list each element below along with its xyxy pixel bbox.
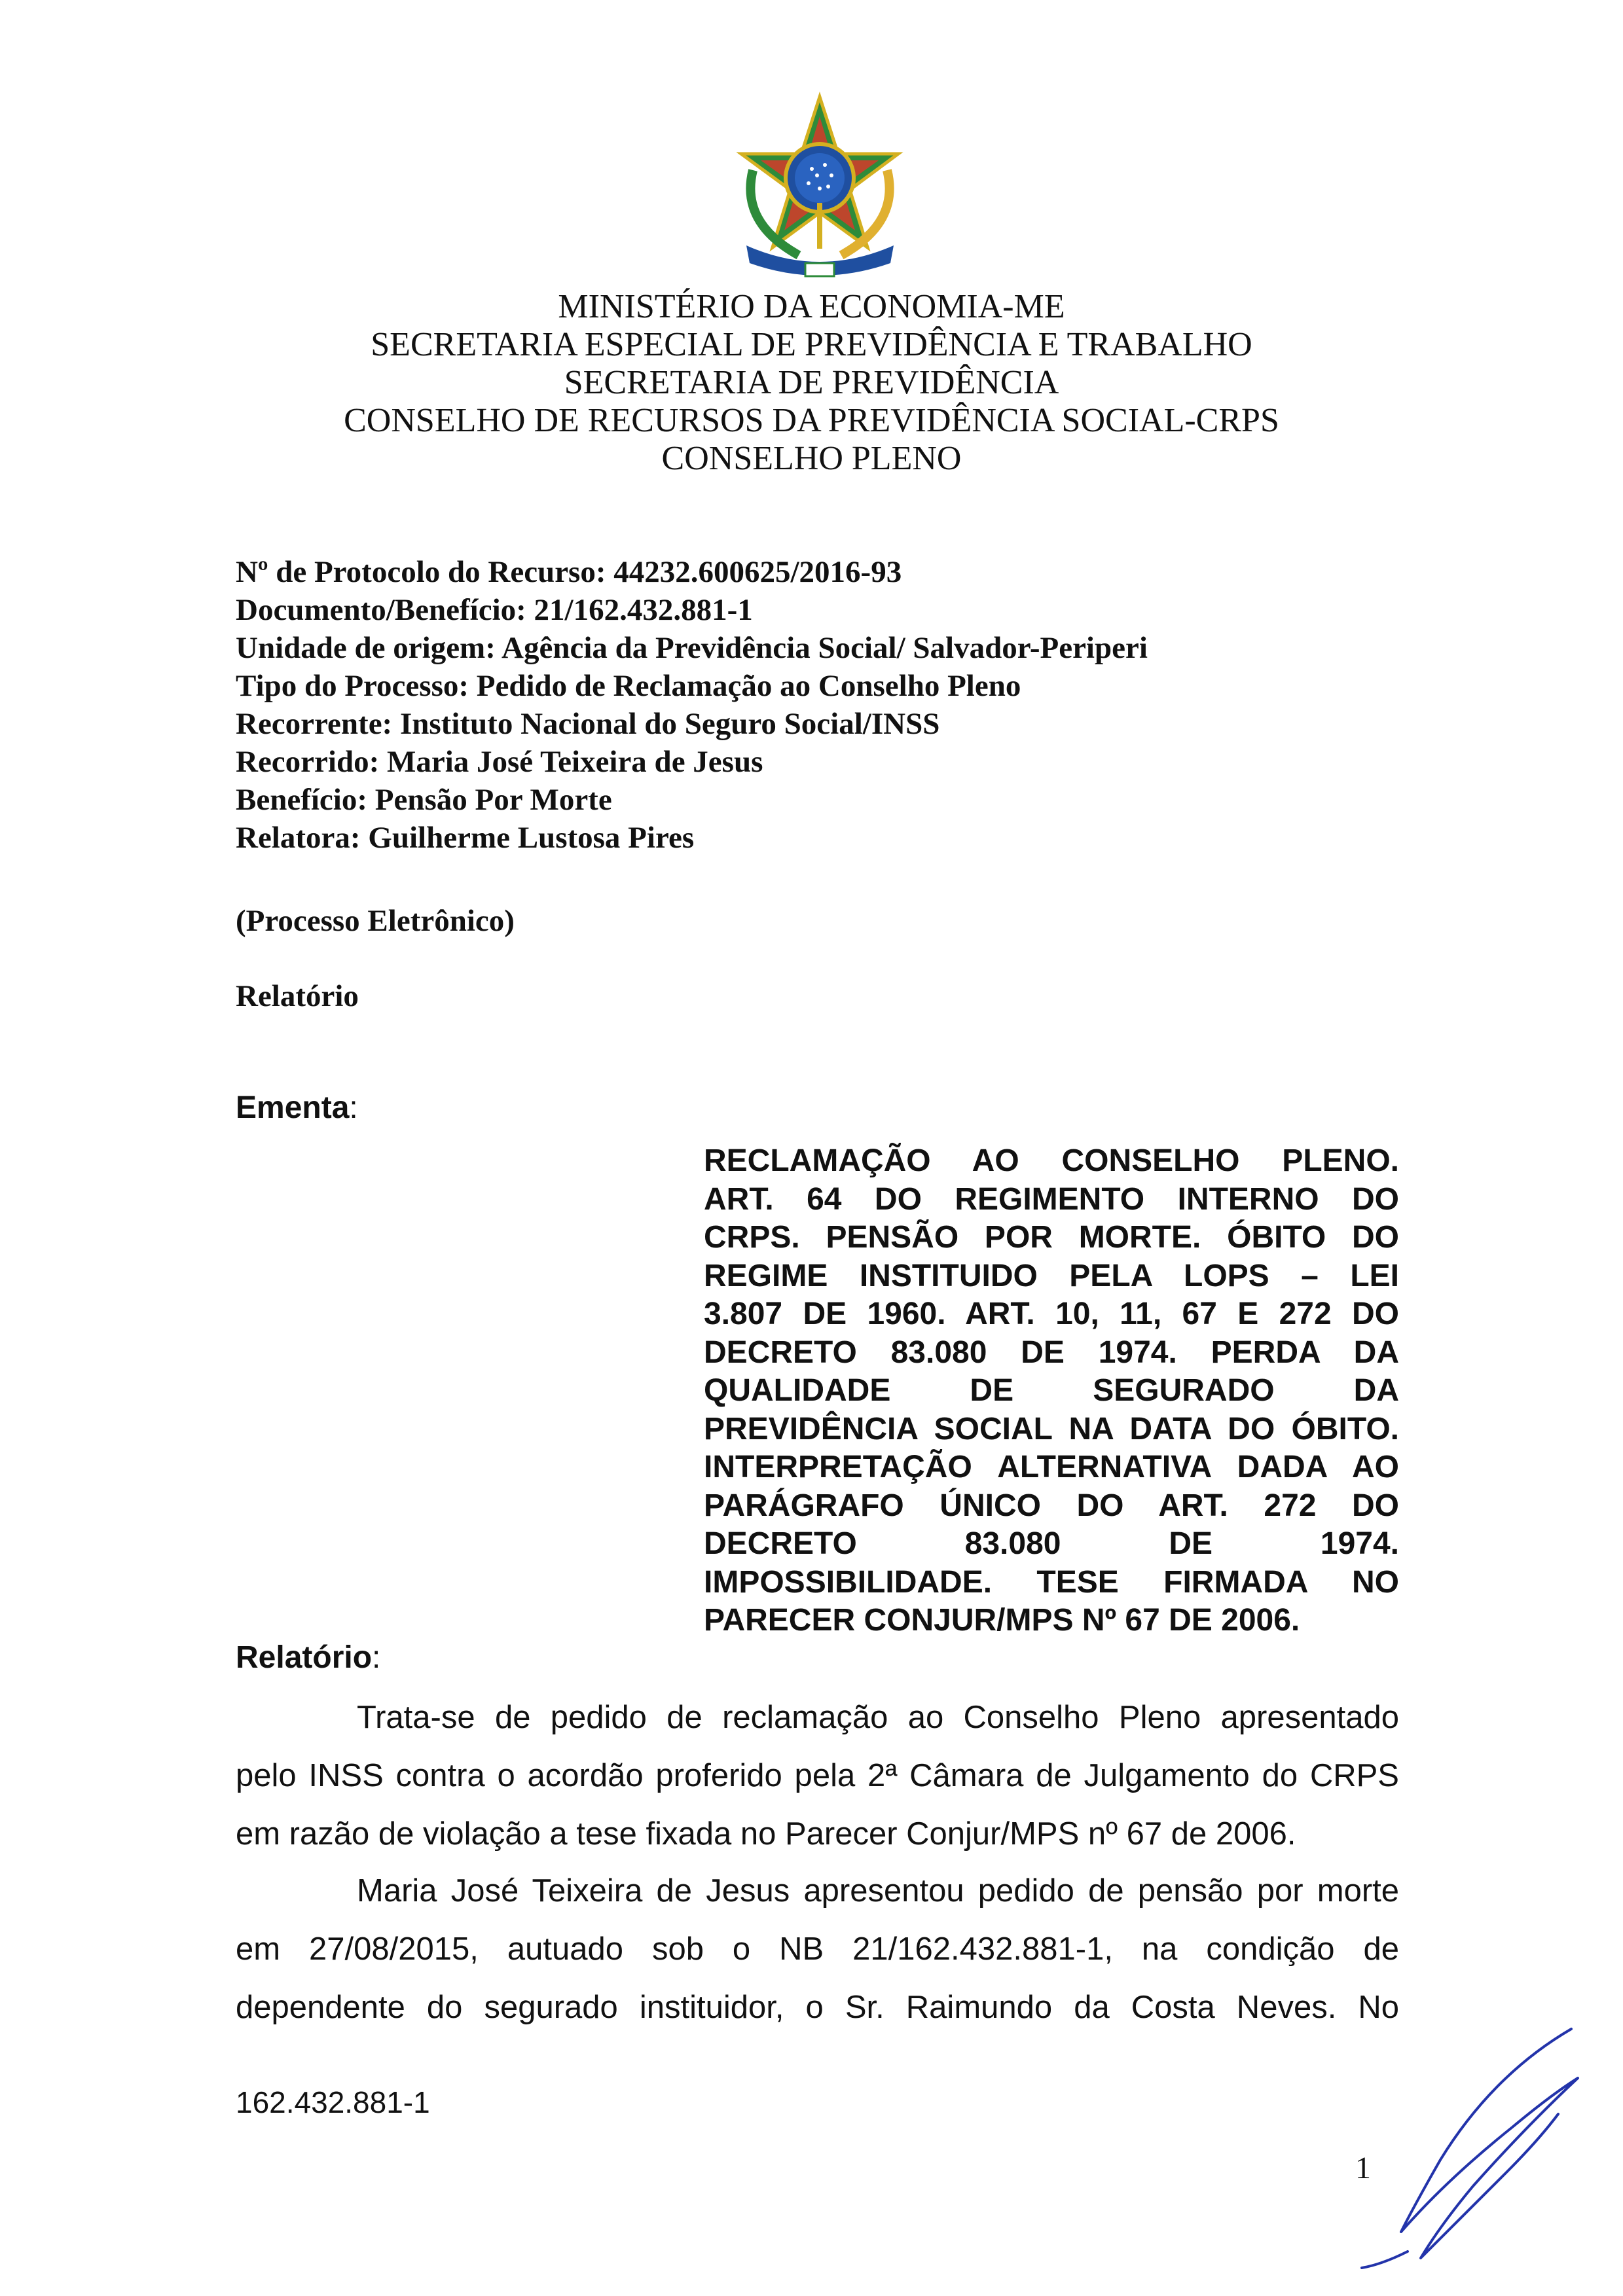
page-number: 1 xyxy=(1355,2151,1371,2185)
ementa-label: Ementa: xyxy=(236,1090,358,1125)
header-line-ministry: MINISTÉRIO DA ECONOMIA-ME xyxy=(558,288,1065,325)
paragraph-line: em razão de violação a tese fixada no Parecer Conjur/MPS nº 67 de 2006. xyxy=(236,1816,1296,1852)
paragraph-line: dependente do segurado instituidor, o Sr. Raimundo da Costa Neves. No xyxy=(236,1990,1399,2025)
header-line-secretaria: SECRETARIA DE PREVIDÊNCIA xyxy=(564,364,1059,401)
paragraph-line: Trata-se de pedido de reclamação ao Conselho Pleno apresentado xyxy=(357,1700,1399,1735)
ementa-line: QUALIDADE DE SEGURADO DA xyxy=(704,1373,1399,1408)
ementa-line: PARECER CONJUR/MPS Nº 67 DE 2006. xyxy=(704,1603,1300,1638)
ementa-line: 3.807 DE 1960. ART. 10, 11, 67 E 272 DO xyxy=(704,1297,1399,1331)
header-line-secretaria-especial: SECRETARIA ESPECIAL DE PREVIDÊNCIA E TRABALHO xyxy=(371,326,1252,363)
process-metadata xyxy=(236,553,1148,857)
brazil-coat-of-arms-icon xyxy=(727,92,913,281)
ementa-line: IMPOSSIBILIDADE. TESE FIRMADA NO xyxy=(704,1564,1399,1600)
electronic-process-label: (Processo Eletrônico) xyxy=(236,904,515,938)
benefit: Benefício: Pensão Por Morte xyxy=(236,783,612,817)
ementa-line: DECRETO 83.080 DE 1974. PERDA DA xyxy=(704,1335,1399,1370)
protocol-number: Nº de Protocolo do Recurso: 44232.600625/2016-93 xyxy=(236,555,902,589)
ementa-line: ART. 64 DO REGIMENTO INTERNO DO xyxy=(704,1181,1399,1217)
report-title: Relatório xyxy=(236,979,359,1013)
signature-icon xyxy=(1342,2016,1591,2271)
ementa-line: CRPS. PENSÃO POR MORTE. ÓBITO DO xyxy=(704,1220,1399,1255)
footer-benefit-number: 162.432.881-1 xyxy=(236,2085,430,2119)
ementa-line: RECLAMAÇÃO AO CONSELHO PLENO. xyxy=(704,1143,1399,1178)
ementa-line: REGIME INSTITUIDO PELA LOPS – LEI xyxy=(704,1258,1399,1293)
ementa-line: PREVIDÊNCIA SOCIAL NA DATA DO ÓBITO. xyxy=(704,1411,1399,1446)
relatorio-label: Relatório: xyxy=(236,1640,381,1675)
process-type: Tipo do Processo: Pedido de Reclamação ao Conselho Pleno xyxy=(236,669,1021,703)
paragraph-1 xyxy=(236,1689,1399,1863)
document-benefit: Documento/Benefício: 21/162.432.881-1 xyxy=(236,593,753,627)
paragraph-line: Maria José Teixeira de Jesus apresentou pedido de pensão por morte xyxy=(357,1873,1399,1909)
appellant: Recorrente: Instituto Nacional do Seguro Social/INSS xyxy=(236,707,940,741)
ementa-text xyxy=(704,1142,1399,1640)
document-header xyxy=(0,288,1623,478)
ementa-line: INTERPRETAÇÃO ALTERNATIVA DADA AO xyxy=(704,1450,1399,1484)
paragraph-2 xyxy=(236,1862,1399,2037)
ementa-line: PARÁGRAFO ÚNICO DO ART. 272 DO xyxy=(704,1488,1399,1523)
paragraph-line: em 27/08/2015, autuado sob o NB 21/162.432.881-1, na condição de xyxy=(236,1931,1399,1967)
ementa-line: DECRETO 83.080 DE 1974. xyxy=(704,1526,1399,1561)
paragraph-line: pelo INSS contra o acordão proferido pela 2ª Câmara de Julgamento do CRPS xyxy=(236,1758,1399,1793)
appellee: Recorrido: Maria José Teixeira de Jesus xyxy=(236,745,763,779)
header-line-conselho: CONSELHO DE RECURSOS DA PREVIDÊNCIA SOCIAL-CRPS xyxy=(344,402,1279,439)
rapporteur: Relatora: Guilherme Lustosa Pires xyxy=(236,821,695,855)
header-line-pleno: CONSELHO PLENO xyxy=(661,440,962,477)
origin-unit: Unidade de origem: Agência da Previdência Social/ Salvador-Periperi xyxy=(236,631,1148,665)
